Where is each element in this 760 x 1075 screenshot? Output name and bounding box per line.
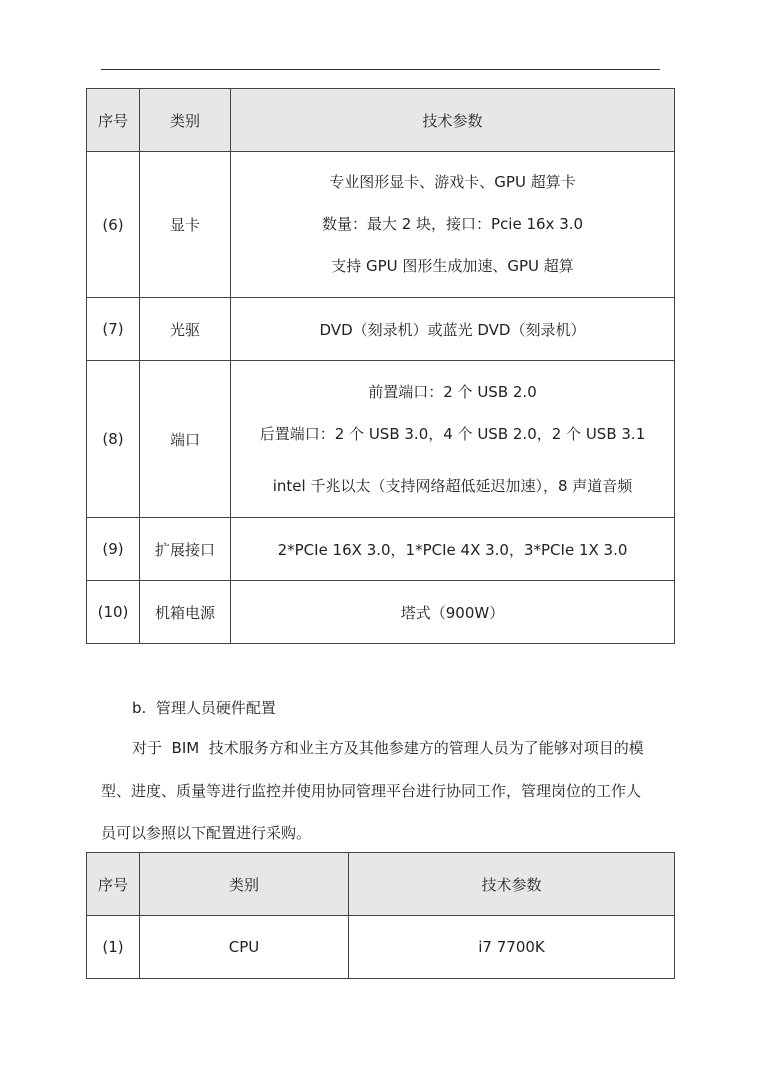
row-params: 塔式（900W） [231, 581, 675, 644]
table-row [87, 298, 675, 361]
table-row [87, 916, 675, 979]
row-category: 扩展接口 [140, 518, 231, 581]
table-row [87, 152, 675, 298]
header-category: 类别 [140, 89, 231, 152]
row-no: (7) [87, 298, 140, 361]
param-line: 前置端口：2 个 USB 2.0 [368, 382, 537, 401]
row-category: 显卡 [140, 152, 231, 298]
header-no: 序号 [87, 853, 140, 916]
table-header-row [87, 89, 675, 152]
row-category: 端口 [140, 361, 231, 518]
table-row [87, 518, 675, 581]
paragraph-line: 对于 BIM 技术服务方和业主方及其他参建方的管理人员为了能够对项目的模 [132, 739, 644, 757]
header-params: 技术参数 [231, 89, 675, 152]
table-header-row [87, 853, 675, 916]
param-line: 专业图形显卡、游戏卡、GPU 超算卡 [329, 173, 576, 191]
table-row [87, 361, 675, 518]
row-params [231, 361, 675, 518]
row-category: 光驱 [140, 298, 231, 361]
header-no: 序号 [87, 89, 140, 152]
param-line: 后置端口：2 个 USB 3.0，4 个 USB 2.0，2 个 USB 3.1 [259, 424, 646, 443]
row-category: 机箱电源 [140, 581, 231, 644]
row-params: i7 7700K [349, 916, 675, 979]
row-params: DVD（刻录机）或蓝光 DVD（刻录机） [231, 298, 675, 361]
paragraph-line: 型、进度、质量等进行监控并使用协同管理平台进行协同工作，管理岗位的工作人 [101, 782, 642, 800]
header-category: 类别 [140, 853, 349, 916]
paragraph-line: 员可以参照以下配置进行采购。 [101, 824, 312, 842]
row-no: (9) [87, 518, 140, 581]
row-no: (1) [87, 916, 140, 979]
section-heading: b. 管理人员硬件配置 [132, 699, 276, 717]
param-line: 支持 GPU 图形生成加速、GPU 超算 [331, 257, 574, 275]
row-no: (10) [87, 581, 140, 644]
management-hardware-table [86, 852, 675, 979]
header-params: 技术参数 [349, 853, 675, 916]
row-params [231, 152, 675, 298]
hardware-spec-table [86, 88, 675, 644]
row-params: 2*PCIe 16X 3.0，1*PCIe 4X 3.0，3*PCIe 1X 3.0 [231, 518, 675, 581]
param-line: 数量：最大 2 块，接口：Pcie 16x 3.0 [321, 215, 584, 233]
header-rule [101, 69, 660, 70]
param-line: intel 千兆以太（支持网络超低延迟加速），8 声道音频 [272, 476, 633, 495]
row-no: (8) [87, 361, 140, 518]
table-row [87, 581, 675, 644]
row-category: CPU [140, 916, 349, 979]
row-no: (6) [87, 152, 140, 298]
